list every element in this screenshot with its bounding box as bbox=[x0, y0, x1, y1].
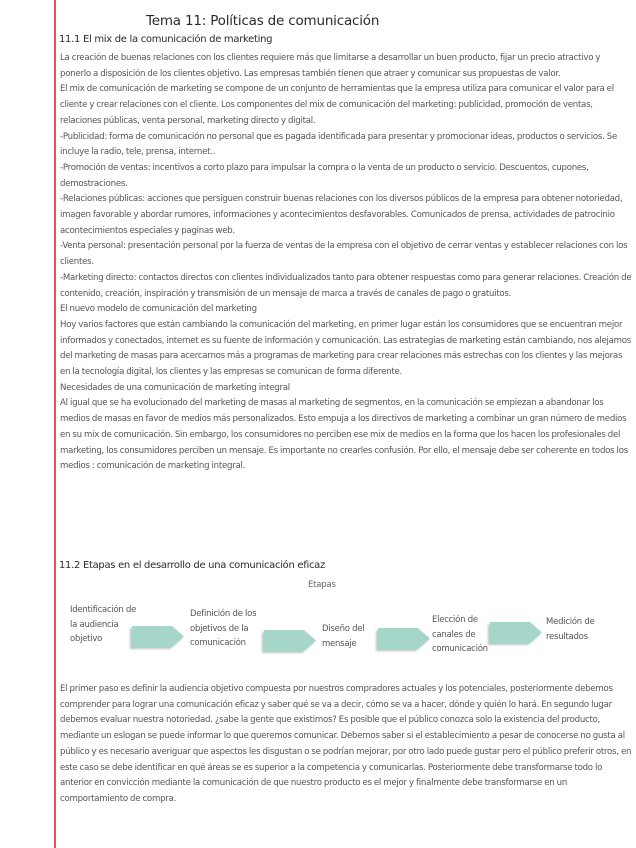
arrow-right-icon bbox=[378, 628, 430, 649]
arrow-right-icon bbox=[132, 626, 184, 647]
paragraph: El mix de comunicación de marketing se compone de un conjunto de herramientas que la empresa utiliza para comunicar el valor para el cliente y crear relaciones con el cliente. Los componentes del mix de comunicación del marketing: publicidad, promoción de ventas, relaciones públicas, venta personal, marketing directo y digital. bbox=[60, 84, 614, 126]
step-2-label: Definición de los objetivos de la comunicación bbox=[190, 609, 257, 648]
paragraph: -Marketing directo: contactos directos con clientes individualizados tanto para obtener respuestas como para generar relaciones. Creación de contenido, creación, inspiración y transmisión de un mensaje de marca a través de canales de pago o gratuitos. bbox=[60, 272, 632, 299]
arrow-right-icon bbox=[490, 622, 542, 643]
paragraph: Hoy varios factores que están cambiando la comunicación del marketing, en primer lugar están los consumidores que se encuentran mejor informados y conectados, internet es su fuente de información y comunicación. Las estrategias de marketing están cambiando, nos alejamos del marketing de masas para acercarnos más a programas de marketing para crear relaciones más estrechas con los clientes y las mejoras en la tecnología digital, los clientes y las empresas se comunican de forma diferente. bbox=[60, 319, 631, 378]
red-margin-line bbox=[54, 0, 56, 848]
paragraph: -Relaciones públicas: acciones que persiguen construir buenas relaciones con los diversos públicos de la empresa para obtener notoriedad, imagen favorable y abordar rumores, informaciones y acontecimientos desfavorables. Comunicados de prensa, actividades de patrocinio acontecimientos especiales y paginas web. bbox=[60, 194, 623, 236]
section-heading-11-2: 11.2 Etapas en el desarrollo de una comunicación eficaz bbox=[59, 560, 325, 571]
arrow-right-icon bbox=[264, 630, 316, 651]
document-title: Tema 11: Políticas de comunicación bbox=[146, 13, 380, 29]
subheading: Necesidades de una comunicación de marketing integral bbox=[60, 382, 290, 393]
paragraph: La creación de buenas relaciones con los clientes requiere más que limitarse a desarrollar un buen producto, fijar un precio atractivo y ponerlo a disposición de los clientes objetivo. Las empresas también tienen que atraer y comunicar sus propuestas de valor. bbox=[60, 53, 601, 79]
paragraph: -Promoción de ventas: incentivos a corto plazo para impulsar la compra o la venta de un producto o servicio. Descuentos, cupones, demostraciones. bbox=[60, 162, 589, 189]
subheading: El nuevo modelo de comunicación del marketing bbox=[60, 304, 257, 315]
paragraph: -Publicidad: forma de comunicación no personal que es pagada identificada para presentar y promocionar ideas, productos o servicios. Se incluye la radio, tele, prensa, internet.. bbox=[60, 131, 618, 158]
step-4-label: Elección de canales de comunicación bbox=[432, 615, 488, 654]
paragraph: El primer paso es definir la audiencia objetivo compuesta por nuestros compradores actuales y los potenciales, posteriormente debemos comprender para lograr una comunicación eficaz y saber qué se va a decir, cómo se va a hacer, dónde y quién lo hará. En segundo lugar debemos evaluar nuestra notoriedad. ¿sabe la gente que existimos? Es posible que el público conozca solo la existencia del producto, mediante un eslogan se puede informar lo que queremos comunicar. Debemos saber si el establecimiento a pesar de conocerse no gusta al público y es necesario averiguar que aspectos les disgustan o se podrían mejorar, por otro lado puede gustar pero el público preferir otros, en este caso se debe identificar en qué áreas se es superior a la competencia y comunicarlas. Posteriormente debe transformarse todo lo anterior en convicción mediante la comunicación de que nuestro producto es el mejor y finalmente debe transformarse en un comportamiento de compra. bbox=[60, 684, 632, 804]
diagram-title: Etapas bbox=[308, 580, 336, 590]
step-1-label: Identificación de la audiencia objetivo bbox=[70, 605, 137, 644]
section-11-2-body bbox=[60, 682, 632, 808]
paragraph: Al igual que se ha evolucionado del marketing de masas al marketing de segmentos, en la comunicación se empiezan a abandonar los medios de masas en favor de medios más personalizados. Esto empuja a los directivos de marketing a combinar un gran número de medios en su mix de comunicación. Sin embargo, los consumidores no perciben ese mix de medios en la forma que los hacen los profesionales del marketing, los consumidores perciben un mensaje. Es importante no crearles confusión. Por ello, el mensaje debe ser coherente en todos los medios : comunicación de marketing integral. bbox=[60, 398, 628, 472]
section-heading-11-1: 11.1 El mix de la comunicación de marketing bbox=[59, 34, 273, 45]
paragraph: -Venta personal: presentación personal por la fuerza de ventas de la empresa con el objetivo de cerrar ventas y establecer relaciones con los clientes. bbox=[60, 241, 628, 268]
step-3-label: Diseño del mensaje bbox=[322, 624, 365, 649]
stages-diagram bbox=[56, 575, 636, 675]
step-5-label: Medición de resultados bbox=[546, 617, 595, 642]
section-11-1-body bbox=[60, 51, 632, 475]
